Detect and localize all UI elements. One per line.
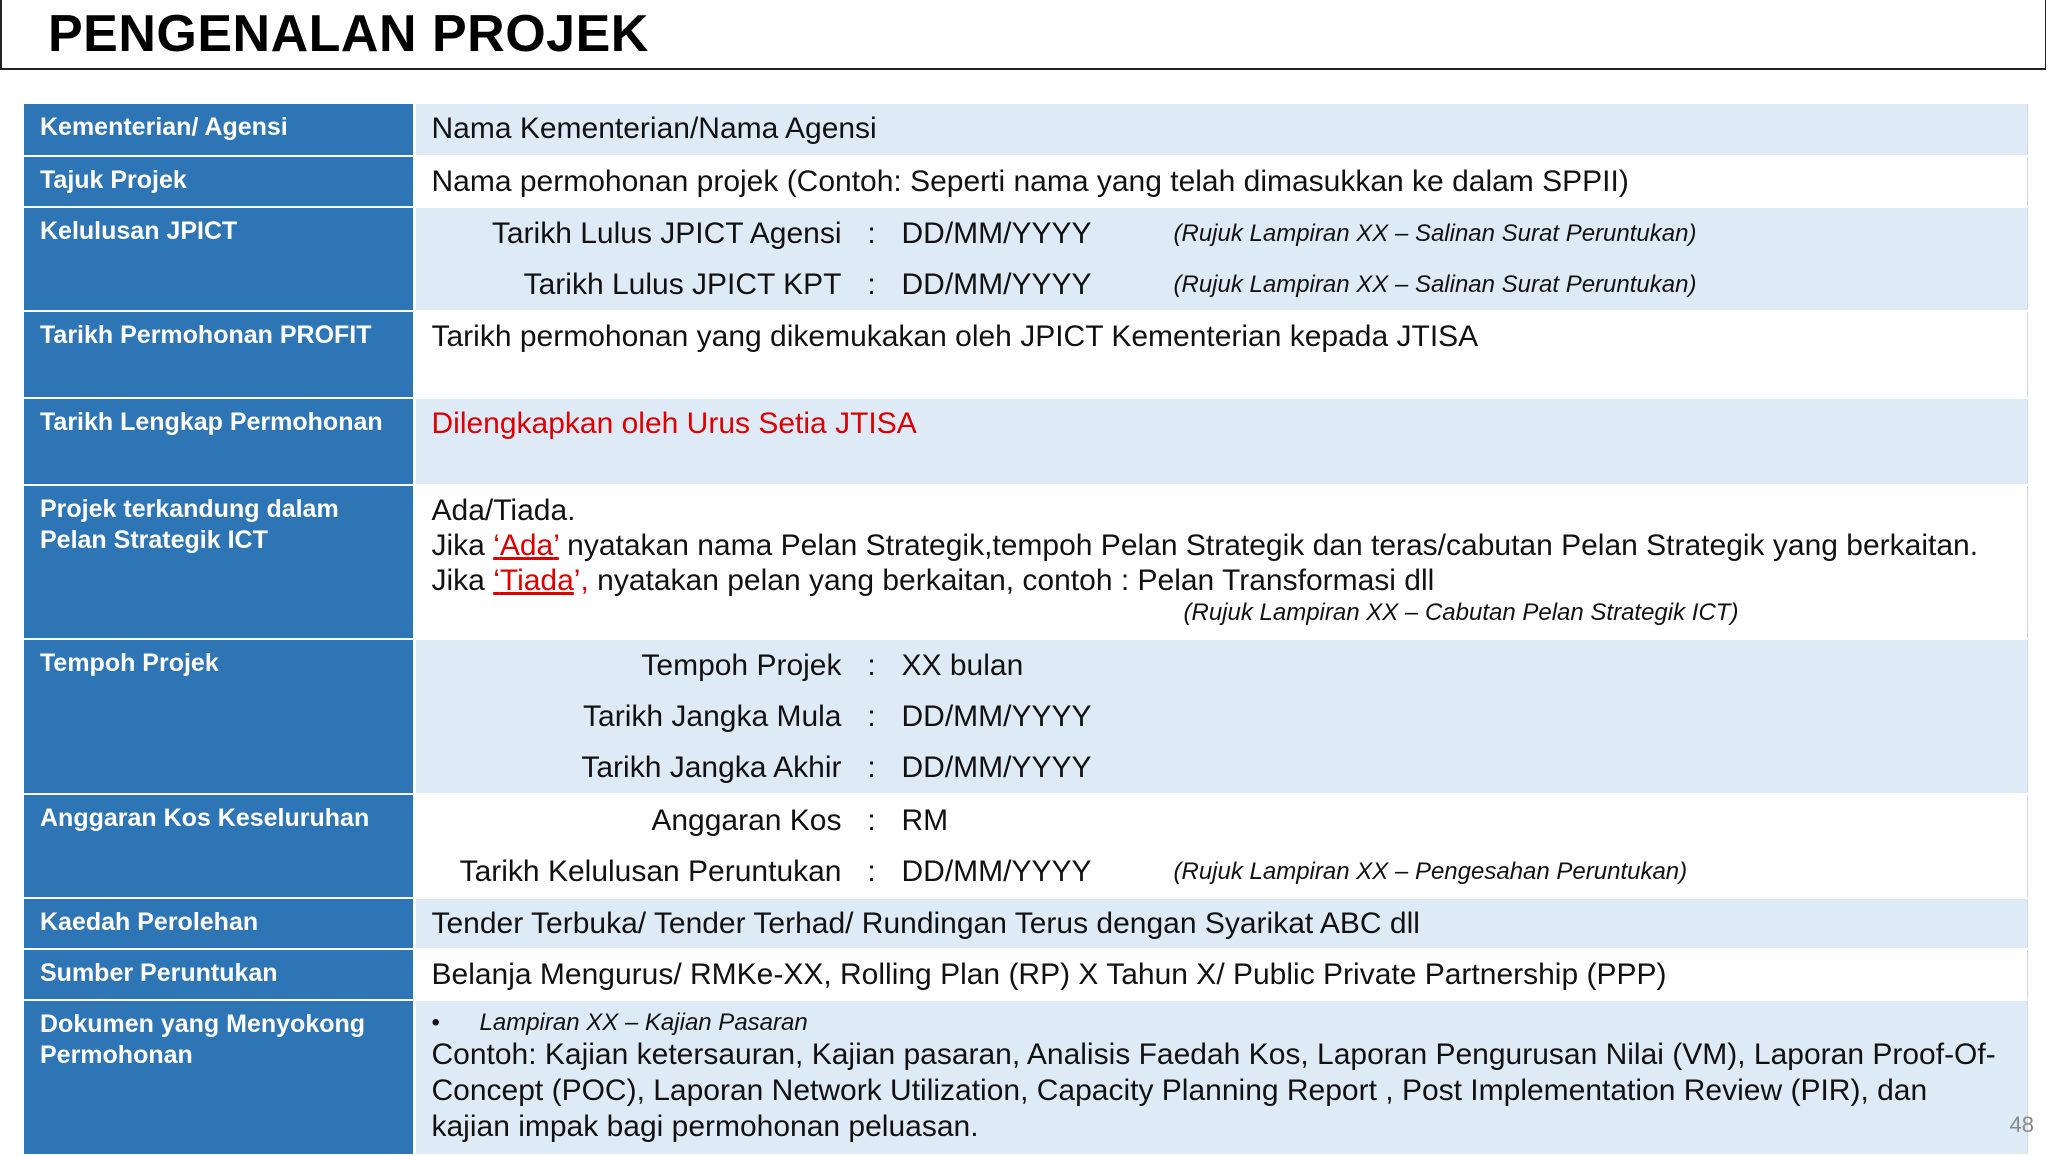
row-profit xyxy=(24,311,2028,398)
dokumen-bullet xyxy=(416,1001,2028,1037)
row-lengkap xyxy=(24,398,2028,485)
pelan-ada-quote-open: ‘ xyxy=(493,529,500,562)
title-bar xyxy=(0,0,2046,70)
sub-key: Tempoh Projek xyxy=(641,648,842,682)
pelan-tiada-quote-open: ‘ xyxy=(493,564,500,597)
label-tajuk: Tajuk Projek xyxy=(24,156,414,207)
sub-value: RM xyxy=(901,803,949,837)
sub-value: DD/MM/YYYY xyxy=(901,854,1092,888)
row-pelan xyxy=(24,485,2028,639)
project-info-table xyxy=(24,104,2028,1156)
sub-colon: : xyxy=(867,648,876,682)
pelan-line2-post: nyatakan nama Pelan Strategik,tempoh Pelan Strategik dan teras/cabutan Pelan Strategik yang berkaitan. xyxy=(558,529,1979,562)
sub-note: (Rujuk Lampiran XX – Salinan Surat Peruntukan) xyxy=(1173,219,1697,247)
label-pelan-line2: Pelan Strategik ICT xyxy=(40,526,268,554)
label-kaedah: Kaedah Perolehan xyxy=(24,898,414,949)
dokumen-bullet-text: Lampiran XX – Kajian Pasaran xyxy=(479,1009,808,1036)
page-number: 48 xyxy=(2009,1112,2034,1137)
label-sumber: Sumber Peruntukan xyxy=(24,949,414,1000)
sub-value: DD/MM/YYYY xyxy=(901,216,1092,250)
row-agensi xyxy=(24,104,2028,156)
tempoh-line xyxy=(416,640,2028,691)
label-dokumen-line2: Permohonan xyxy=(40,1041,193,1069)
dokumen-text: Contoh: Kajian ketersauran, Kajian pasaran, Analisis Faedah Kos, Laporan Pengurusan Nilai (VM), Laporan Proof-Of-Concept (POC), Laporan Network Utilization, Capacity Planning Report , Post Implementation Review (PIR), dan kajian impak bagi permohonan peluasan. xyxy=(431,1038,1996,1143)
sub-value: DD/MM/YYYY xyxy=(901,699,1092,733)
value-profit: Tarikh permohonan yang dikemukakan oleh JPICT Kementerian kepada JTISA xyxy=(431,320,1479,353)
pelan-line3-pre: Jika xyxy=(431,564,494,597)
tempoh-line xyxy=(416,691,2028,742)
pelan-note: (Rujuk Lampiran XX – Cabutan Pelan Strategik ICT) xyxy=(1183,599,1739,626)
row-dokumen xyxy=(24,1000,2028,1155)
sub-key: Tarikh Lulus JPICT KPT xyxy=(523,267,842,301)
sub-value: DD/MM/YYYY xyxy=(901,267,1092,301)
label-kelulusan: Kelulusan JPICT xyxy=(24,207,414,311)
value-tajuk: Nama permohonan projek (Contoh: Seperti nama yang telah dimasukkan ke dalam SPPII) xyxy=(431,165,1629,198)
value-sumber: Belanja Mengurus/ RMKe-XX, Rolling Plan (RP) X Tahun X/ Public Private Partnership (PPP) xyxy=(431,958,1667,991)
sub-value: DD/MM/YYYY xyxy=(901,750,1092,784)
page-title: PENGENALAN PROJEK xyxy=(48,5,649,63)
pelan-tiada-word: Tiada xyxy=(499,564,574,597)
pelan-line3 xyxy=(432,563,2028,598)
row-kaedah xyxy=(24,898,2028,949)
pelan-ada-word: Ada xyxy=(499,529,554,562)
pelan-ada-quote-close: ’ xyxy=(553,529,559,562)
pelan-line3-post: nyatakan pelan yang berkaitan, contoh : Pelan Transformasi dll xyxy=(588,564,1435,597)
label-profit: Tarikh Permohonan PROFIT xyxy=(24,311,414,398)
row-anggaran xyxy=(24,794,2028,898)
sub-colon: : xyxy=(867,699,876,733)
pelan-line2 xyxy=(432,528,2028,563)
tempoh-line xyxy=(416,742,2028,793)
label-lengkap: Tarikh Lengkap Permohonan xyxy=(24,398,414,485)
anggaran-line xyxy=(416,846,2028,897)
pelan-tiada-quote-close: ’, xyxy=(573,564,589,597)
value-agensi: Nama Kementerian/Nama Agensi xyxy=(431,112,877,145)
row-tajuk xyxy=(24,156,2028,207)
value-lengkap: Dilengkapkan oleh Urus Setia JTISA xyxy=(431,407,917,440)
sub-colon: : xyxy=(867,854,876,888)
kelulusan-line-agensi xyxy=(416,208,2028,259)
label-pelan xyxy=(24,485,414,639)
label-dokumen-line1: Dokumen yang Menyokong xyxy=(40,1010,366,1038)
bullet-dot: • xyxy=(431,1009,440,1036)
label-agensi: Kementerian/ Agensi xyxy=(24,104,414,156)
row-sumber xyxy=(24,949,2028,1000)
sub-key: Tarikh Lulus JPICT Agensi xyxy=(491,216,842,250)
sub-key: Anggaran Kos xyxy=(651,803,842,837)
sub-note: (Rujuk Lampiran XX – Pengesahan Peruntukan) xyxy=(1173,857,1688,885)
pelan-line2-pre: Jika xyxy=(431,529,494,562)
sub-value: XX bulan xyxy=(901,648,1024,682)
anggaran-line xyxy=(416,795,2028,846)
sub-note: (Rujuk Lampiran XX – Salinan Surat Peruntukan) xyxy=(1173,270,1697,298)
sub-key: Tarikh Kelulusan Peruntukan xyxy=(459,854,842,888)
pelan-line1: Ada/Tiada. xyxy=(431,494,576,527)
label-dokumen xyxy=(24,1000,414,1155)
kelulusan-line-kpt xyxy=(416,259,2028,310)
label-tempoh: Tempoh Projek xyxy=(24,639,414,794)
value-kaedah: Tender Terbuka/ Tender Terhad/ Rundingan Terus dengan Syarikat ABC dll xyxy=(431,907,1420,940)
sub-key: Tarikh Jangka Akhir xyxy=(581,750,842,784)
sub-colon: : xyxy=(867,803,876,837)
label-pelan-line1: Projek terkandung dalam xyxy=(40,495,339,523)
row-tempoh xyxy=(24,639,2028,794)
label-anggaran: Anggaran Kos Keseluruhan xyxy=(24,794,414,898)
row-kelulusan xyxy=(24,207,2028,311)
sub-colon: : xyxy=(867,267,876,301)
sub-key: Tarikh Jangka Mula xyxy=(583,699,842,733)
sub-colon: : xyxy=(867,216,876,250)
sub-colon: : xyxy=(867,750,876,784)
